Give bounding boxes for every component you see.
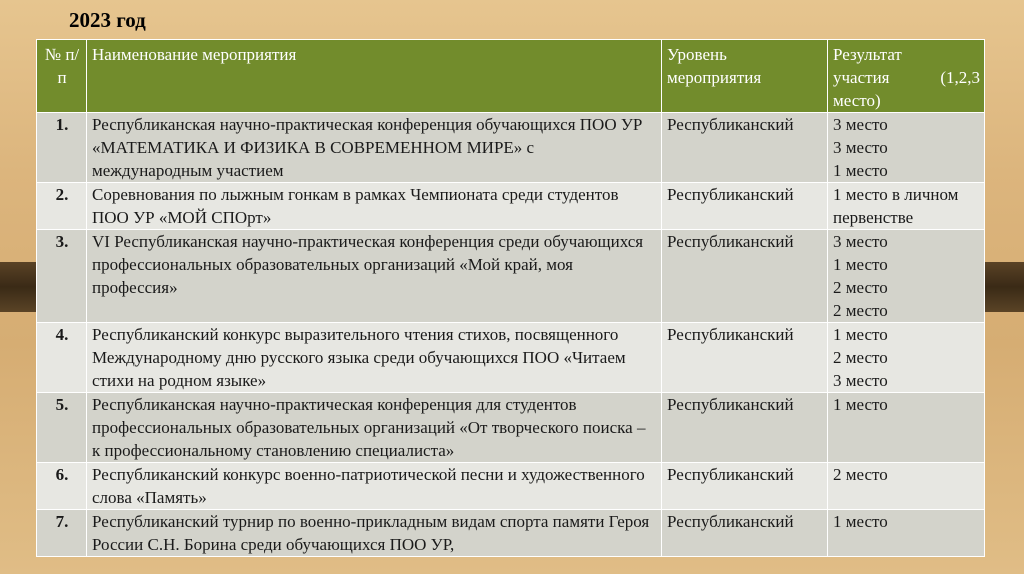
header-result-line1: Результат	[833, 45, 902, 64]
event-results	[828, 463, 985, 510]
result-item: 3 место	[833, 115, 888, 134]
row-number: 5.	[37, 393, 87, 463]
table-row	[37, 463, 985, 510]
result-item: 2 место	[833, 348, 888, 367]
header-result-line2	[833, 66, 980, 89]
header-num: № п/п	[37, 40, 87, 113]
result-item: 1 место	[833, 395, 888, 414]
result-item: 1 место	[833, 255, 888, 274]
events-table	[36, 39, 985, 557]
row-number: 4.	[37, 323, 87, 393]
result-item: 3 место	[833, 232, 888, 251]
header-name: Наименование мероприятия	[87, 40, 662, 113]
result-item: 3 место	[833, 371, 888, 390]
header-result-line2b: (1,2,3	[940, 68, 980, 87]
result-item: 2 место	[833, 465, 888, 484]
table-header-row	[37, 40, 985, 113]
result-item: 1 место	[833, 325, 888, 344]
row-number: 7.	[37, 510, 87, 557]
result-item: 2 место	[833, 278, 888, 297]
event-name: VI Республиканская научно-практическая конференция среди обучающихся профессиональных образовательных организаций «Мой край, моя профессия»	[87, 230, 662, 323]
event-name: Республиканская научно-практическая конференция обучающихся ПОО УР «МАТЕМАТИКА И ФИЗИКА В СОВРЕМЕННОМ МИРЕ» с международным участием	[87, 113, 662, 183]
event-results	[828, 113, 985, 183]
event-results	[828, 393, 985, 463]
event-level: Республиканский	[662, 393, 828, 463]
row-number: 1.	[37, 113, 87, 183]
event-level: Республиканский	[662, 510, 828, 557]
event-name: Республиканская научно-практическая конференция для студентов профессиональных образовательных организаций «От творческого поиска – к профессиональному становлению специалиста»	[87, 393, 662, 463]
header-result	[828, 40, 985, 113]
table-row	[37, 393, 985, 463]
event-name: Республиканский турнир по военно-прикладным видам спорта памяти Героя России С.Н. Борина среди обучающихся ПОО УР,	[87, 510, 662, 557]
event-name: Республиканский конкурс военно-патриотической песни и художественного слова «Память»	[87, 463, 662, 510]
row-number: 3.	[37, 230, 87, 323]
table-row	[37, 183, 985, 230]
result-item: 1 место	[833, 161, 888, 180]
header-level: Уровень мероприятия	[662, 40, 828, 113]
result-item: 1 место	[833, 512, 888, 531]
page-title: 2023 год	[69, 8, 146, 32]
event-name: Республиканский конкурс выразительного чтения стихов, посвященного Международному дню русского языка среди обучающихся ПОО «Читаем стихи на родном языке»	[87, 323, 662, 393]
header-result-line3: место)	[833, 91, 881, 110]
event-level: Республиканский	[662, 323, 828, 393]
event-results	[828, 230, 985, 323]
table-row	[37, 510, 985, 557]
event-results	[828, 510, 985, 557]
event-level: Республиканский	[662, 183, 828, 230]
result-item: 2 место	[833, 301, 888, 320]
result-item: 1 место в личном первенстве	[833, 185, 959, 227]
result-item: 3 место	[833, 138, 888, 157]
event-level: Республиканский	[662, 463, 828, 510]
row-number: 6.	[37, 463, 87, 510]
row-number: 2.	[37, 183, 87, 230]
table-row	[37, 230, 985, 323]
event-level: Республиканский	[662, 230, 828, 323]
table-row	[37, 113, 985, 183]
header-result-line2a: участия	[833, 68, 890, 87]
table-row	[37, 323, 985, 393]
event-level: Республиканский	[662, 113, 828, 183]
event-results	[828, 183, 985, 230]
event-name: Соревнования по лыжным гонкам в рамках Чемпионата среди студентов ПОО УР «МОЙ СПОрт»	[87, 183, 662, 230]
event-results	[828, 323, 985, 393]
